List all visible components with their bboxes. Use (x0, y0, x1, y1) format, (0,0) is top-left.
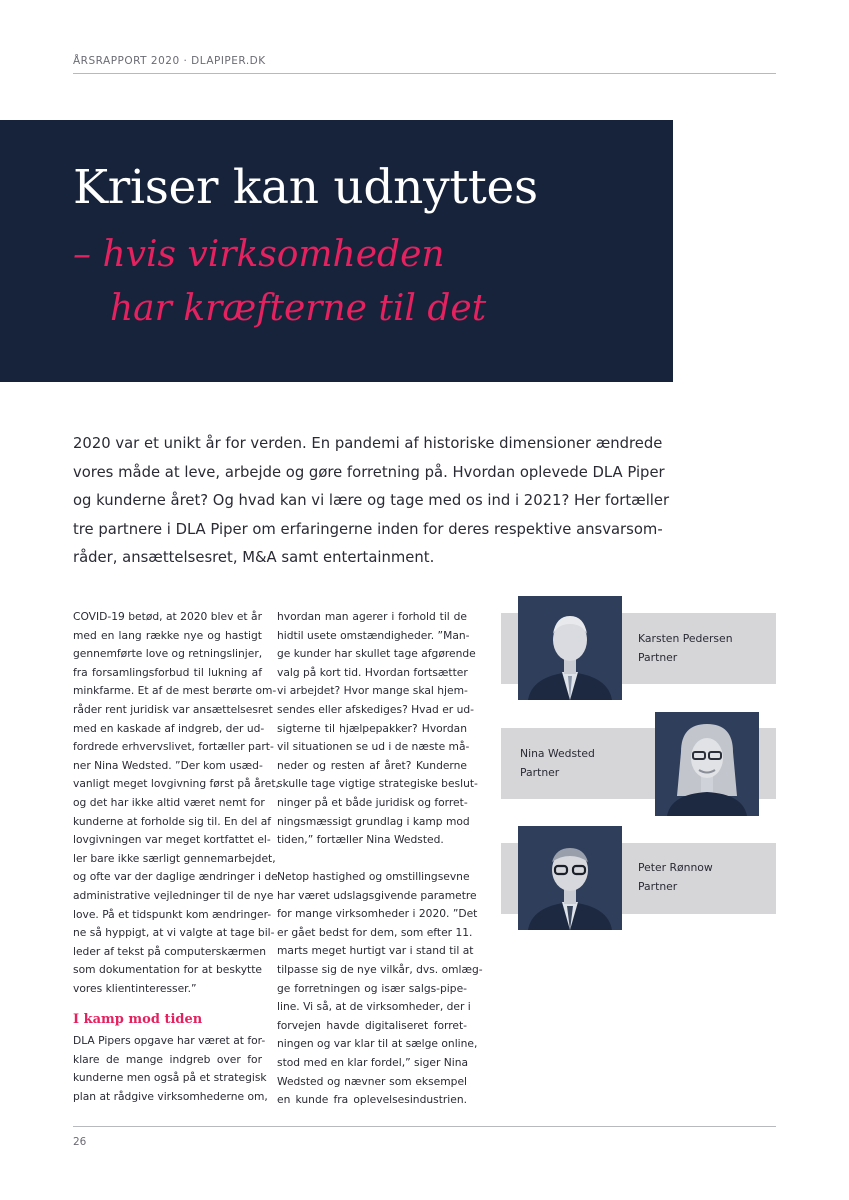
body-line: neder og resten af året? Kunderne (277, 758, 467, 772)
intro-line: 2020 var et unikt år for verden. En pandemi af historiske dimensioner ændrede (73, 435, 663, 452)
partner-name-nina: Nina Wedsted (520, 747, 595, 760)
body-line: klare de mange indgreb over for (73, 1052, 262, 1066)
body-line: Wedsted og nævner som eksempel (277, 1074, 467, 1088)
body-line: skulle tage vigtige strategiske beslut- (277, 777, 478, 791)
body-line: med en lang række nye og hastigt (73, 628, 262, 642)
body-line: sendes eller afskediges? Hvad er ud- (277, 702, 475, 716)
body-line: ninger på et både juridisk og forret- (277, 795, 468, 809)
header-rule (73, 73, 776, 74)
body-line: COVID-19 betød, at 2020 blev et år (73, 610, 262, 623)
body-line: Netop hastighed og omstillingsevne (277, 870, 470, 883)
footer-rule (73, 1126, 776, 1127)
body-line: en kunde fra oplevelsesindustrien. (277, 1093, 467, 1107)
body-line: line. Vi så, at de virksomheder, der i (277, 1000, 471, 1014)
article-subtitle-line-2: har kræfterne til det (110, 288, 487, 329)
body-line: kunderne at forholde sig til. En del af (73, 814, 272, 828)
intro-line: tre partnere i DLA Piper om erfaringerne inden for deres respektive ansvarsom- (73, 520, 663, 538)
page-number: 26 (73, 1136, 87, 1148)
body-line: ge forretningen og især salgs-pipe- (277, 981, 467, 995)
partner-role-peter: Partner (638, 880, 678, 893)
intro-paragraph (73, 430, 673, 573)
body-line: leder af tekst på computerskærmen (73, 944, 267, 958)
intro-line: råder, ansættelsesret, M&A samt entertainment. (73, 549, 435, 566)
body-line: har været udslagsgivende parametre (277, 888, 477, 902)
body-column-2-continued (277, 868, 483, 1110)
body-line: administrative vejledninger til de nye (73, 888, 274, 902)
body-line: og ofte var der daglige ændringer i de (73, 870, 278, 884)
body-line: for mange virksomheder i 2020. ”Det (277, 907, 478, 921)
body-line: ler bare ikke særligt gennemarbejdet, (73, 851, 276, 865)
body-line: ne så hyppigt, at vi valgte at tage bil- (73, 926, 275, 940)
article-subtitle-line-1: – hvis virksomheden (73, 234, 445, 275)
body-line: ningen og var klar til at sælge online, (277, 1037, 478, 1051)
intro-line: vores måde at leve, arbejde og gøre forretning på. Hvordan oplevede DLA Piper (73, 463, 665, 481)
portrait-icon (518, 596, 622, 700)
body-column-1-continued (73, 1032, 268, 1106)
portrait-icon (518, 826, 622, 930)
portrait-icon (655, 712, 759, 816)
body-line: valg på kort tid. Hvordan fortsætter (277, 665, 468, 679)
body-line: vanligt meget lovgivning først på året, (73, 777, 279, 791)
body-line: vi arbejdet? Hvor mange skal hjem- (277, 684, 468, 698)
body-column-1 (73, 608, 279, 998)
body-line: forvejen havde digitaliseret forret- (277, 1018, 467, 1032)
body-line: vil situationen se ud i de næste må- (277, 740, 470, 754)
partner-name-karsten: Karsten Pedersen (638, 632, 733, 645)
body-line: er gået bedst for dem, som efter 11. (277, 925, 473, 939)
body-line: kunderne men også på et strategisk (73, 1071, 267, 1085)
body-line: DLA Pipers opgave har været at for- (73, 1034, 266, 1047)
body-line: lovgivningen var meget kortfattet el- (73, 833, 271, 847)
body-line: love. På et tidspunkt kom ændringer- (73, 907, 272, 921)
body-line: minkfarme. Et af de mest berørte om- (73, 684, 277, 698)
partner-role-karsten: Partner (638, 651, 678, 664)
article-title: Kriser kan udnyttes (73, 160, 538, 215)
body-column-2 (277, 608, 478, 850)
section-subheading: I kamp mod tiden (73, 1012, 203, 1027)
running-header: ÅRSRAPPORT 2020 · DLAPIPER.DK (73, 55, 266, 67)
body-line: stod med en klar fordel,” siger Nina (277, 1055, 469, 1069)
intro-line: og kunderne året? Og hvad kan vi lære og tage med os ind i 2021? Her fortæller (73, 492, 670, 509)
body-line: tilpasse sig de nye vilkår, dvs. omlæg- (277, 962, 483, 976)
partner-photo-nina (655, 712, 759, 816)
body-line: fra forsamlingsforbud til lukning af (73, 665, 262, 679)
partner-photo-karsten (518, 596, 622, 700)
partner-role-nina: Partner (520, 766, 560, 779)
partner-photo-peter (518, 826, 622, 930)
body-line: vores klientinteresser.” (73, 981, 197, 995)
body-line: råder rent juridisk var ansættelsesret (73, 702, 273, 716)
body-line: plan at rådgive virksomhederne om, (73, 1089, 268, 1103)
body-line: ningsmæssigt grundlag i kamp mod (277, 814, 470, 828)
body-line: ner Nina Wedsted. ”Der kom usæd- (73, 758, 263, 772)
body-line: marts meget hurtigt var i stand til at (277, 944, 474, 958)
body-line: som dokumentation for at beskytte (73, 963, 262, 977)
body-line: tiden,” fortæller Nina Wedsted. (277, 833, 444, 847)
body-line: hvordan man agerer i forhold til de (277, 610, 467, 623)
body-line: og det har ikke altid været nemt for (73, 795, 265, 809)
body-line: ge kunder har skullet tage afgørende (277, 647, 476, 661)
body-line: med en kaskade af indgreb, der ud- (73, 721, 265, 735)
body-line: gennemførte love og retningslinjer, (73, 647, 263, 661)
partner-name-peter: Peter Rønnow (638, 861, 713, 874)
body-line: sigterne til hjælpepakker? Hvordan (277, 721, 467, 735)
body-line: fordrede erhvervslivet, fortæller part- (73, 740, 274, 754)
body-line: hidtil usete omstændigheder. ”Man- (277, 628, 470, 642)
